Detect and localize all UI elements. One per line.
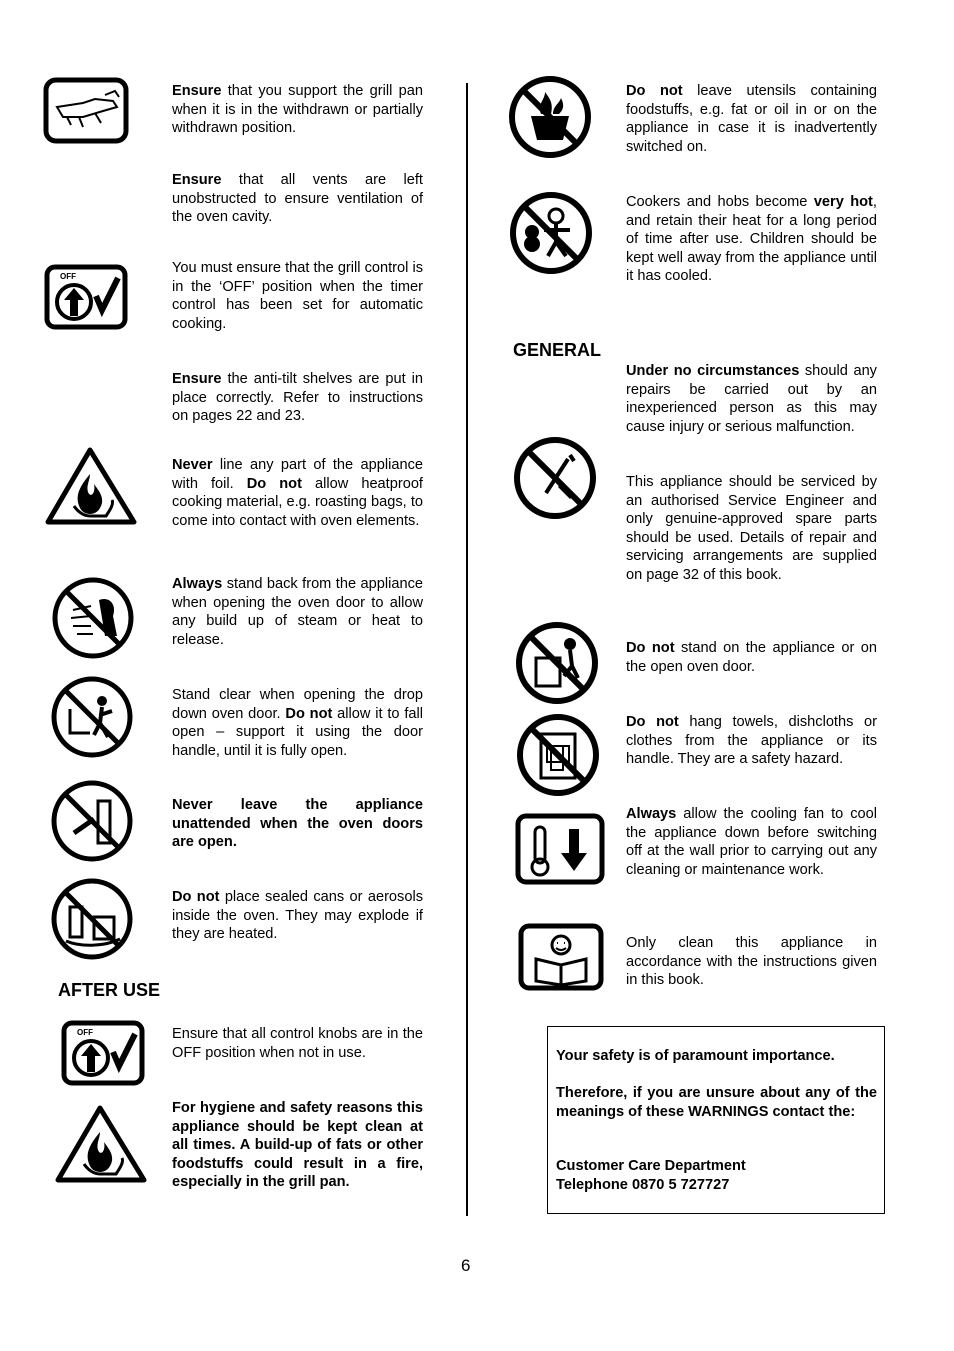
no-towels-icon [515, 712, 601, 798]
item-knobs-off: Ensure that all control knobs are in the OFF position when not in use. [172, 1026, 423, 1061]
item-steam: Always stand back from the appliance when opening the oven door to allow any build up of steam or heat to release. [172, 576, 423, 648]
item-fat-utensils: Do not leave utensils containing foodstuffs, e.g. fat or oil in or on the appliance in case it is inadvertently switched on. [626, 83, 877, 155]
item-hygiene: For hygiene and safety reasons this appliance should be kept clean at all times. A build-up of fats or other foodstuffs could result in a fire, especially in the grill pan. [172, 1100, 423, 1190]
item-anti-tilt: Ensure the anti-tilt shelves are put in place correctly. Refer to instructions on pages 22 and 23. [172, 371, 423, 424]
safety-notice-box [547, 1026, 885, 1214]
no-aerosols-icon [50, 877, 134, 961]
item-towels: Do not hang towels, dishcloths or clothes from the appliance or its handle. They are a safety hazard. [626, 714, 877, 767]
item-aerosols: Do not place sealed cans or aerosols inside the oven. They may explode if they are heated. [172, 889, 423, 942]
item-repairs: Under no circumstances should any repairs be carried out by an inexperienced person as this may cause injury or serious malfunction. [626, 363, 877, 435]
fire-warning-icon [54, 1104, 148, 1184]
item-servicing: This appliance should be serviced by an authorised Service Engineer and only genuine-approved spare parts should be used. Details of repair and servicing arrangements are supplied on page 32 of this book. [626, 474, 877, 583]
column-divider [466, 83, 468, 1216]
item-stand-on: Do not stand on the appliance or on the open oven door. [626, 640, 877, 675]
telephone-number: Telephone 0870 5 727727 [556, 1177, 730, 1193]
item-vents: Ensure that all vents are left unobstructed to ensure ventilation of the oven cavity. [172, 172, 423, 225]
item-grill-off: You must ensure that the grill control is in the ‘OFF’ position when the timer control has been set for automatic cooking. [172, 260, 423, 332]
item-unattended: Never leave the appliance unattended when the oven doors are open. [172, 797, 423, 850]
off-position-icon [61, 1020, 145, 1086]
item-cooling-fan: Always allow the cooling fan to cool the appliance down before switching off at the wall prior to carrying out any cleaning or maintenance work. [626, 806, 877, 878]
read-instructions-icon [518, 923, 604, 991]
grill-pan-support-icon [43, 77, 129, 144]
drop-door-icon [50, 675, 134, 759]
safety-line-2: Therefore, if you are unsure about any of the meanings of these WARNINGS contact the: [556, 1085, 877, 1120]
no-standing-icon [514, 620, 600, 706]
customer-care-label: Customer Care Department [556, 1158, 746, 1174]
item-foil: Never line any part of the appliance with foil. Do not allow heatproof cooking material, e.g. roasting bags, to come into contact with oven elements. [172, 457, 423, 529]
after-use-heading: AFTER USE [58, 980, 161, 1000]
page-number: 6 [461, 1256, 471, 1275]
open-door-icon [50, 779, 134, 863]
general-heading: GENERAL [513, 340, 602, 360]
fire-warning-icon [44, 446, 138, 526]
off-label: OFF [60, 272, 76, 281]
item-drop-door: Stand clear when opening the drop down oven door. Do not allow it to fall open – support it using the door handle, until it is fully open. [172, 687, 423, 759]
off-position-icon [44, 264, 128, 330]
item-clean-instructions: Only clean this appliance in accordance with the instructions given in this book. [626, 935, 877, 988]
steam-warning-icon [51, 576, 135, 660]
no-repairs-icon [512, 435, 598, 521]
off-label: OFF [77, 1028, 93, 1037]
item-children: Cookers and hobs become very hot, and retain their heat for a long period of time after use. Children should be kept well away from the appliance until it has cooled. [626, 194, 877, 284]
no-fat-pan-icon [507, 74, 593, 160]
safety-line-1: Your safety is of paramount importance. [556, 1048, 835, 1064]
cooling-fan-icon [515, 813, 605, 885]
no-children-icon [508, 190, 594, 276]
item-grill-pan-support: Ensure that you support the grill pan when it is in the withdrawn or partially withdrawn position. [172, 83, 423, 136]
